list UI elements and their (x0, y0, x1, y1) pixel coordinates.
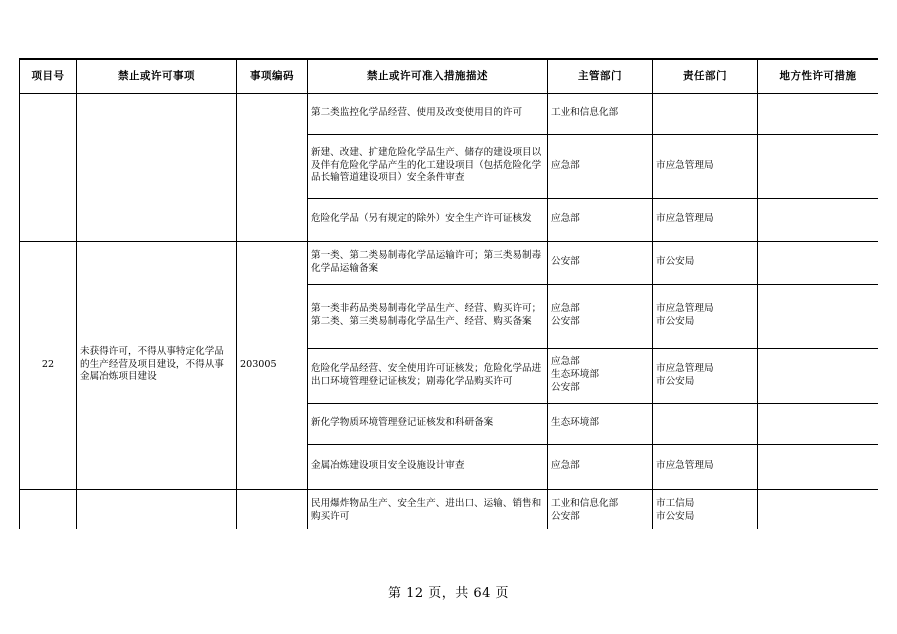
cell-local (758, 444, 879, 489)
cell-item-no (20, 93, 77, 241)
header-measure: 禁止或许可准入措施描述 (308, 59, 548, 93)
cell-measure: 金属冶炼建设项目安全设施设计审查 (308, 444, 548, 489)
cell-local (758, 403, 879, 444)
cell-dept: 工业和信息化部 公安部 (548, 489, 653, 529)
cell-dept: 应急部 公安部 (548, 284, 653, 348)
cell-item-no (20, 489, 77, 529)
cell-resp: 市应急管理局 (653, 444, 758, 489)
cell-dept: 应急部 (548, 444, 653, 489)
cell-code: 203005 (237, 241, 308, 489)
cell-measure: 第一类、第二类易制毒化学品运输许可；第三类易制毒化学品运输备案 (308, 241, 548, 284)
cell-resp: 市应急管理局 市公安局 (653, 348, 758, 403)
cell-measure: 新建、改建、扩建危险化学品生产、储存的建设项目以及伴有危险化学品产生的化工建设项目（包括危险化学品长输管道建设项目）安全条件审查 (308, 134, 548, 198)
cell-resp: 市应急管理局 (653, 198, 758, 241)
cell-local (758, 93, 879, 134)
cell-matter: 未获得许可，不得从事特定化学品的生产经营及项目建设，不得从事金属冶炼项目建设 (77, 241, 237, 489)
header-matter: 禁止或许可事项 (77, 59, 237, 93)
cell-resp (653, 403, 758, 444)
cell-dept: 应急部 生态环境部 公安部 (548, 348, 653, 403)
header-local: 地方性许可措施 (758, 59, 879, 93)
cell-measure: 民用爆炸物品生产、安全生产、进出口、运输、销售和购买许可 (308, 489, 548, 529)
cell-dept: 公安部 (548, 241, 653, 284)
cell-resp (653, 93, 758, 134)
cell-matter (77, 489, 237, 529)
cell-measure: 第一类非药品类易制毒化学品生产、经营、购买许可；第二类、第三类易制毒化学品生产、经营、购买备案 (308, 284, 548, 348)
cell-local (758, 134, 879, 198)
cell-resp: 市工信局 市公安局 (653, 489, 758, 529)
page-number-footer: 第 12 页，共 64 页 (387, 586, 510, 601)
cell-dept: 工业和信息化部 (548, 93, 653, 134)
cell-matter (77, 93, 237, 241)
cell-local (758, 241, 879, 284)
table-row (20, 241, 879, 284)
cell-resp: 市应急管理局 市公安局 (653, 284, 758, 348)
cell-resp: 市应急管理局 (653, 134, 758, 198)
header-item-no: 项目号 (20, 59, 77, 93)
header-code: 事项编码 (237, 59, 308, 93)
cell-measure: 第二类监控化学品经营、使用及改变使用目的许可 (308, 93, 548, 134)
cell-item-no: 22 (20, 241, 77, 489)
table-row (20, 93, 879, 134)
cell-measure: 危险化学品（另有规定的除外）安全生产许可证核发 (308, 198, 548, 241)
cell-dept: 应急部 (548, 134, 653, 198)
cell-code (237, 93, 308, 241)
cell-dept: 应急部 (548, 198, 653, 241)
cell-local (758, 284, 879, 348)
cell-local (758, 198, 879, 241)
cell-resp: 市公安局 (653, 241, 758, 284)
header-dept: 主管部门 (548, 59, 653, 93)
table-header-row (20, 59, 879, 93)
cell-measure: 新化学物质环境管理登记证核发和科研备案 (308, 403, 548, 444)
regulation-table (19, 58, 878, 529)
cell-local (758, 348, 879, 403)
cell-measure: 危险化学品经营、安全使用许可证核发；危险化学品进出口环境管理登记证核发；剧毒化学品购买许可 (308, 348, 548, 403)
table-row (20, 489, 879, 529)
cell-local (758, 489, 879, 529)
cell-dept: 生态环境部 (548, 403, 653, 444)
cell-code (237, 489, 308, 529)
header-resp: 责任部门 (653, 59, 758, 93)
